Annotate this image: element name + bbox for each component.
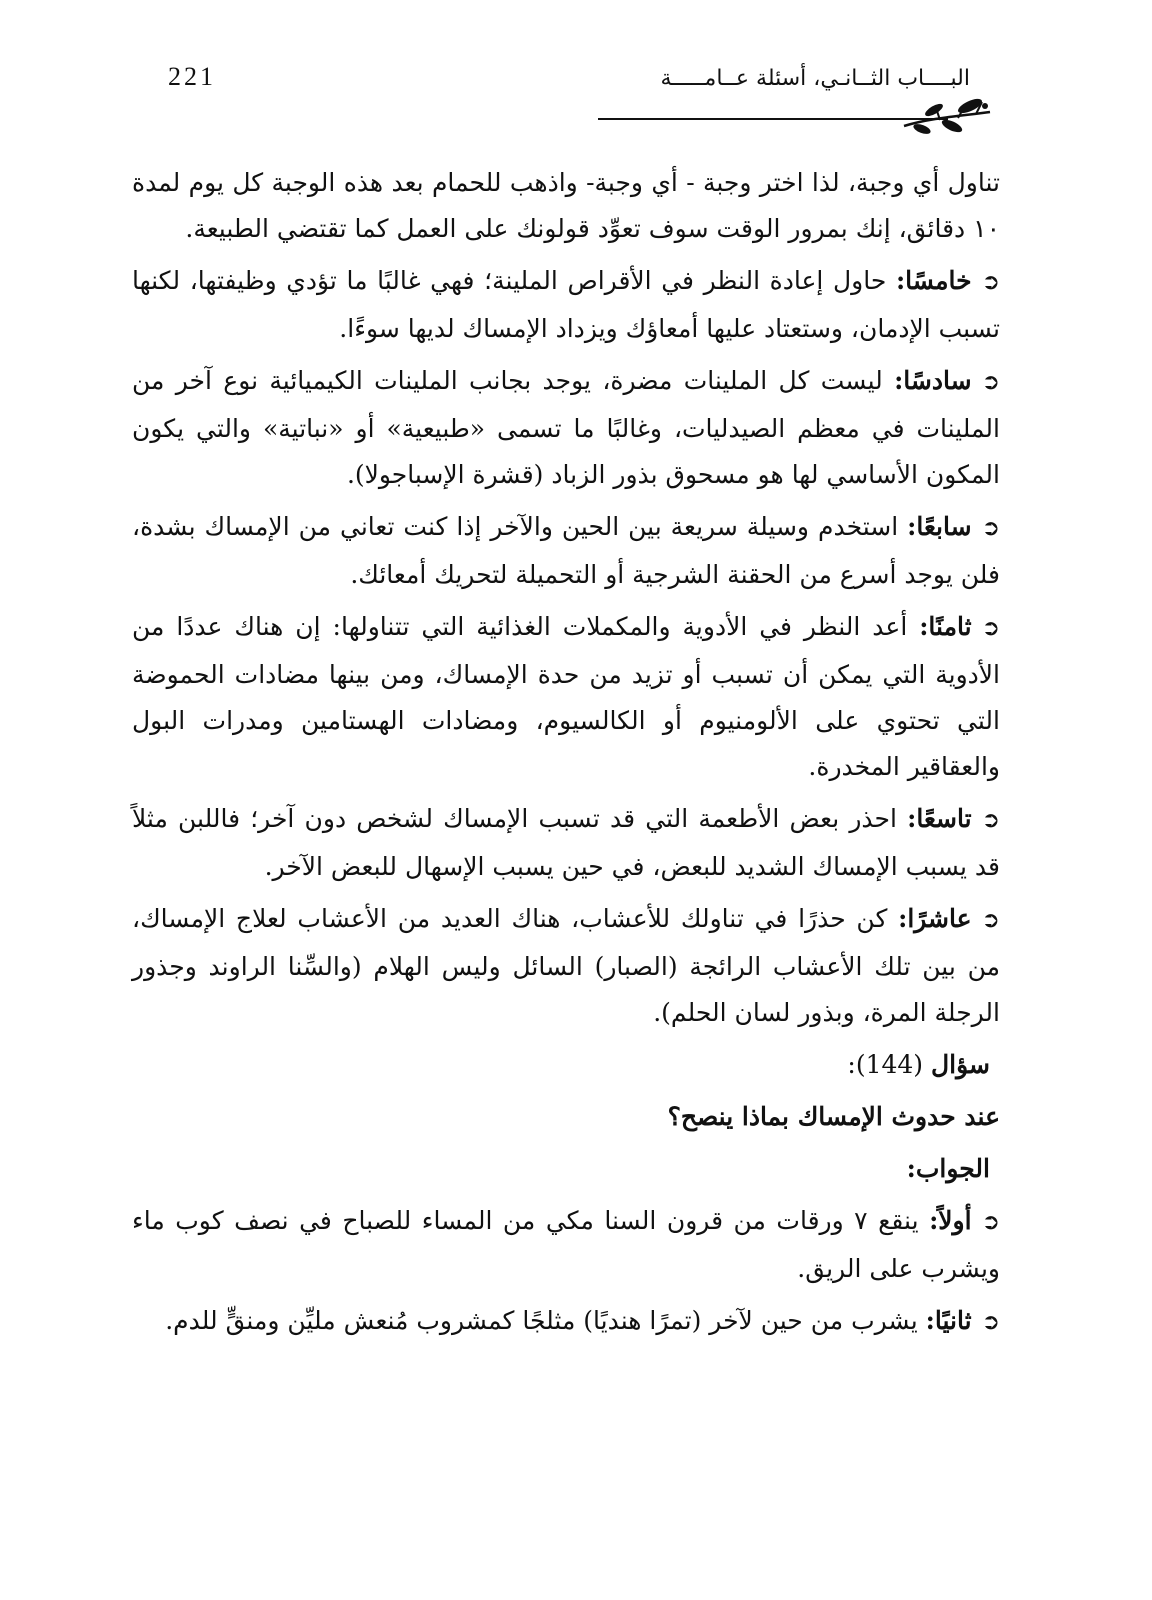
point-seventh [132, 504, 1000, 598]
point-label: سابعًا: [907, 512, 972, 541]
right-arrow-bullet-icon: ➲ [981, 516, 1001, 541]
question-text: عند حدوث الإمساك بماذا ينصح؟ [667, 1102, 1000, 1131]
answer-point-text: ينقع ٧ ورقات من قرون السنا مكي من المساء للصباح في نصف كوب ماء ويشرب على الريق. [132, 1206, 1000, 1283]
answer-point-label: ثانيًا: [925, 1306, 972, 1335]
answer-label: الجواب: [906, 1154, 990, 1183]
running-header [0, 56, 1152, 136]
point-eighth [132, 604, 1000, 790]
intro-text: تناول أي وجبة، لذا اختر وجبة - أي وجبة- واذهب للحمام بعد هذه الوجبة كل يوم لمدة ١٠ دقائق، إنك بمرور الوقت سوف تعوِّد قولونك على العمل كما تقتضي الطبيعة. [132, 168, 1000, 243]
point-text: استخدم وسيلة سريعة بين الحين والآخر إذا كنت تعاني من الإمساك بشدة، فلن يوجد أسرع من الحقنة الشرجية أو التحميلة لتحريك أمعائك. [132, 512, 1000, 589]
point-text: أعد النظر في الأدوية والمكملات الغذائية التي تتناولها: إن هناك عددًا من الأدوية التي يمكن أن تسبب أو تزيد من حدة الإمساك، ومن بينها مضادات الحموضة التي تحتوي على الألومنيوم أو الكالسيوم، ومضادات الهستامين ومدرات البول والعقاقير المخدرة. [132, 612, 1000, 781]
right-arrow-bullet-icon: ➲ [981, 1310, 1000, 1335]
answer-point-text: يشرب من حين لآخر (تمرًا هنديًا) مثلجًا كمشروب مُنعش مليِّن ومنقٍّ للدم. [165, 1306, 918, 1335]
point-sixth [132, 358, 1000, 498]
right-arrow-bullet-icon: ➲ [981, 270, 1000, 295]
point-text: احذر بعض الأطعمة التي قد تسبب الإمساك لشخص دون آخر؛ فاللبن مثلاً قد يسبب الإمساك الشديد للبعض، في حين يسبب الإسهال للبعض الآخر. [132, 804, 1000, 881]
right-arrow-bullet-icon: ➲ [981, 616, 1000, 641]
point-text: حاول إعادة النظر في الأقراص الملينة؛ فهي غالبًا ما تؤدي وظيفتها، لكنها تسبب الإدمان، وستعتاد عليها أمعاؤك ويزداد الإمساك لديها سوءًا. [132, 266, 1000, 343]
point-text: كن حذرًا في تناولك للأعشاب، هناك العديد من الأعشاب لعلاج الإمساك، من بين تلك الأعشاب الرائجة (الصبار) السائل وليس الهلام (والسِّنا الراوند وجذور الرجلة المرة، وبذور لسان الحلم). [132, 904, 1000, 1027]
header-rule [598, 118, 948, 120]
answer-point-label: أولاً: [929, 1206, 972, 1235]
right-arrow-bullet-icon: ➲ [981, 908, 1000, 933]
answer-second [132, 1298, 1000, 1346]
question-label: سؤال [931, 1050, 990, 1079]
point-label: ثامنًا: [919, 612, 972, 641]
page-body [132, 160, 1000, 1352]
point-label: خامسًا: [895, 266, 972, 295]
point-tenth [132, 896, 1000, 1036]
right-arrow-bullet-icon: ➲ [981, 1210, 1001, 1235]
leaf-ornament-icon [900, 96, 992, 136]
point-label: عاشرًا: [898, 904, 972, 933]
page-number: 221 [168, 62, 216, 91]
chapter-title: البــــاب الثــانـي، أسئلة عــامـــــة [660, 66, 970, 91]
answer-first [132, 1198, 1000, 1292]
question-number: (144) [855, 1050, 924, 1079]
right-arrow-bullet-icon: ➲ [981, 808, 1000, 833]
right-arrow-bullet-icon: ➲ [981, 370, 1000, 395]
point-fifth [132, 258, 1000, 352]
answer-heading [132, 1146, 1000, 1192]
point-text: ليست كل الملينات مضرة، يوجد بجانب الملينات الكيميائية نوع آخر من الملينات في معظم الصيدليات، وغالبًا ما تسمى «طبيعية» أو «نباتية» والتي يكون المكون الأساسي لها هو مسحوق بذور الزباد (قشرة الإسباجولا). [132, 366, 1000, 489]
point-label: تاسعًا: [907, 804, 972, 833]
point-label: سادسًا: [894, 366, 972, 395]
question-heading [132, 1042, 1000, 1088]
intro-paragraph [132, 160, 1000, 252]
point-ninth [132, 796, 1000, 890]
question-colon: : [847, 1050, 856, 1079]
